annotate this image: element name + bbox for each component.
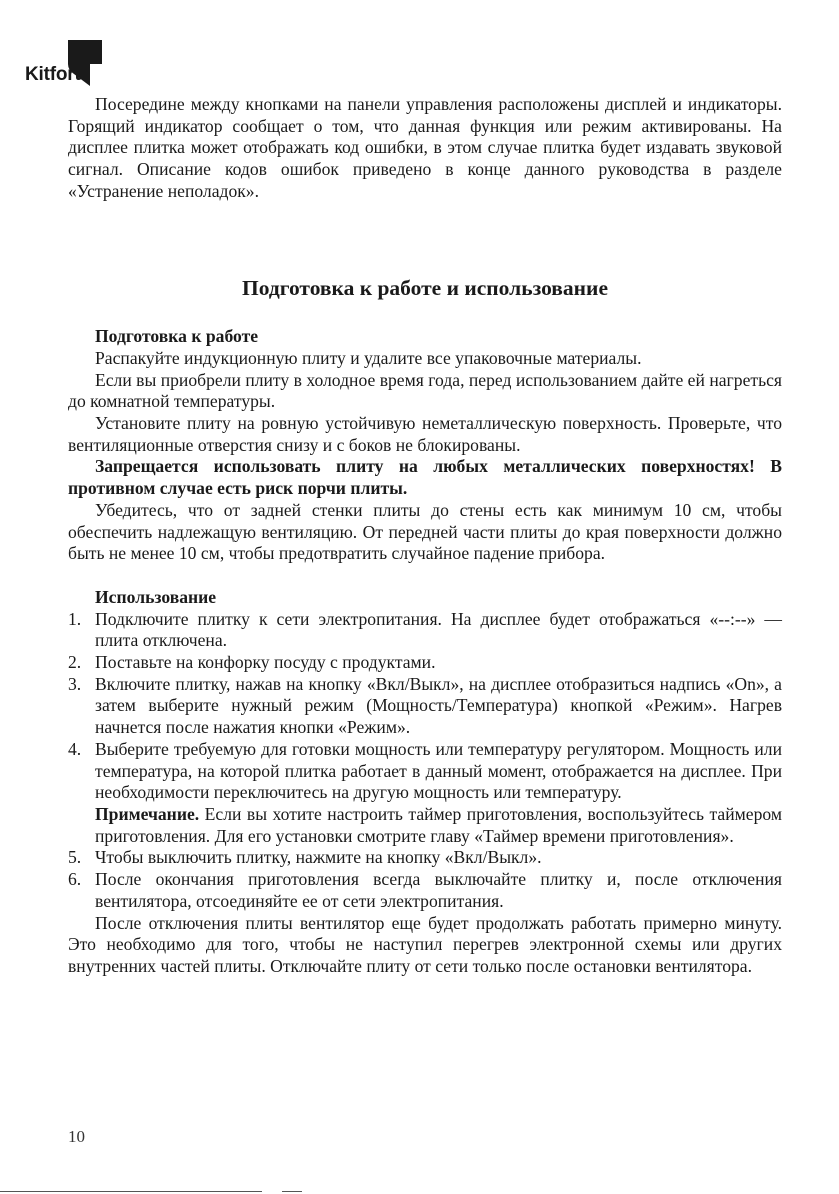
preparation-paragraph-4: Убедитесь, что от задней стенки плиты до стены есть как минимум 10 см, чтобы обеспечить надлежащую вентиляцию. От передней части плиты до края поверхности должно быть не менее 10 см, чтобы предотвратить случайное падение прибора. <box>68 499 782 564</box>
warning-paragraph: Запрещается использовать плиту на любых металлических поверхностях! В противном случае есть риск порчи плиты. <box>68 456 782 499</box>
usage-steps-list <box>68 609 782 913</box>
preparation-paragraph-2: Если вы приобрели плиту в холодное время года, перед использованием дайте ей нагреться до комнатной температуры. <box>68 369 782 412</box>
page-content <box>68 94 782 978</box>
footer-divider <box>0 1191 262 1192</box>
usage-step: 2. Поставьте на конфорку посуду с продуктами. <box>68 652 436 673</box>
note-text: Если вы хотите настроить таймер приготовления, воспользуйтесь таймером приготовления. Для его установки смотрите главу «Таймер времени приготовления». <box>95 803 782 846</box>
section-title: Подготовка к работе и использование <box>242 275 608 300</box>
usage-step: 6. После окончания приготовления всегда выключайте плитку и, после отключения вентилятора, отсоединяйте ее от сети электропитания. <box>68 869 782 911</box>
note-label: Примечание. <box>95 803 200 824</box>
usage-step: 5. Чтобы выключить плитку, нажмите на кнопку «Вкл/Выкл». <box>68 847 542 868</box>
usage-step: 3. Включите плитку, нажав на кнопку «Вкл/Выкл», на дисплее отобразиться надпись «On», а затем выберите нужный режим (Мощность/Температура) кнопкой «Режим». Нагрев начнется после нажатия кнопки «Режим». <box>68 673 782 738</box>
intro-paragraph: Посередине между кнопками на панели управления расположены дисплей и индикаторы. Горящий индикатор сообщает о том, что данная функция или режим активированы. На дисплее плитка может отображать код ошибки, в этом случае плитка будет издавать звуковой сигнал. Описание кодов ошибок приведено в конце данного руководства в разделе «Устранение неполадок». <box>68 94 782 201</box>
preparation-title: Подготовка к работе <box>95 326 259 347</box>
closing-paragraph: После отключения плиты вентилятор еще будет продолжать работать примерно минуту. Это необходимо для того, чтобы не наступил перегрев электронной схемы или других внутренних частей плиты. Отключайте плиту от сети только после остановки вентилятора. <box>68 912 782 976</box>
page-number: 10 <box>68 1127 85 1146</box>
usage-title: Использование <box>95 586 217 607</box>
brand-logo <box>68 40 188 90</box>
brand-name: Kitfort <box>25 64 81 85</box>
footer-divider-short <box>282 1191 302 1192</box>
preparation-paragraph-3: Установите плиту на ровную устойчивую неметаллическую поверхность. Проверьте, что вентиляционные отверстия снизу и с боков не блокированы. <box>68 413 782 455</box>
usage-note <box>95 804 782 847</box>
usage-step: 4. Выберите требуемую для готовки мощность или температуру регулятором. Мощность или температура, на которой плитка работает в данный момент, отображается на дисплее. При необходимости переключитесь на другую мощность или температуру. Примечание. Если вы хотите настроить таймер приготовления, воспользуйтесь таймером приготовления. Для его установки смотрите главу «Таймер времени приготовления». <box>68 738 782 846</box>
preparation-paragraph-1: Распакуйте индукционную плиту и удалите все упаковочные материалы. <box>95 347 642 368</box>
usage-step: 1. Подключите плитку к сети электропитания. На дисплее будет отображаться «--:--» — плита отключена. <box>68 608 782 651</box>
